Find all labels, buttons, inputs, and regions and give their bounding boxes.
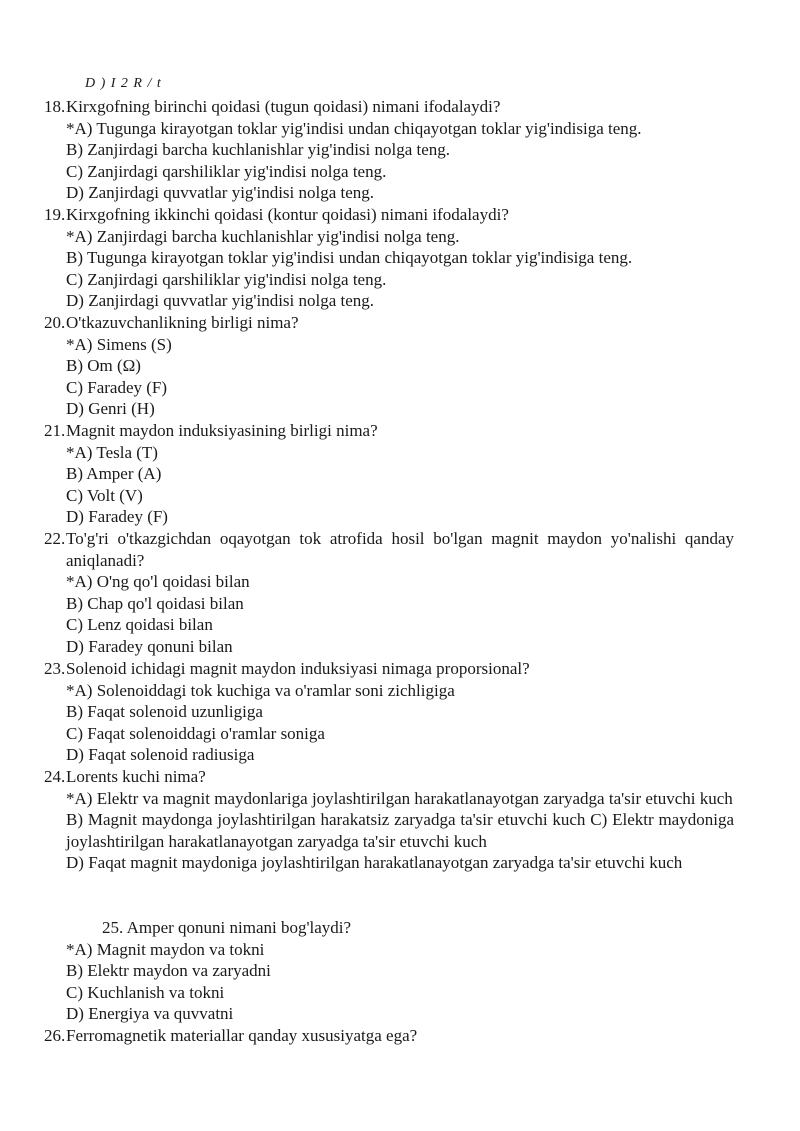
- question-19: [44, 204, 734, 312]
- answer-option: D) Faradey qonuni bilan: [66, 636, 233, 656]
- question-18: [44, 96, 734, 204]
- question-text: Amper qonuni nimani bog'laydi?: [126, 918, 352, 937]
- question-20: [44, 312, 734, 420]
- answer-option: D) Zanjirdagi quvvatlar yig'indisi nolga teng.: [66, 291, 375, 311]
- question-number: 18.: [44, 97, 66, 116]
- answer-option: C) Faradey (F): [66, 377, 168, 397]
- answer-option: D) Faradey (F): [66, 507, 168, 527]
- answer-option: B) Elektr maydon va zaryadni: [66, 961, 271, 981]
- question-number: 21.: [44, 421, 66, 440]
- options-list: [66, 788, 734, 874]
- options-list: [66, 442, 734, 528]
- question-26: [44, 1025, 734, 1047]
- answer-option: B) Zanjirdagi barcha kuchlanishlar yig'indisi nolga teng.: [66, 140, 451, 160]
- answer-option: D) Energiya va quvvatni: [66, 1004, 234, 1024]
- question-number: 20.: [44, 313, 66, 332]
- question-heading: [44, 917, 734, 939]
- answer-option: D) Zanjirdagi quvvatlar yig'indisi nolga teng.: [66, 183, 375, 203]
- answer-option: *A) Magnit maydon va tokni: [66, 939, 265, 959]
- answer-option: C) Volt (V): [66, 485, 143, 505]
- question-number: 26.: [44, 1026, 66, 1045]
- answer-option: B) Amper (A): [66, 464, 162, 484]
- question-number: 24.: [44, 767, 66, 786]
- options-list: [66, 334, 734, 420]
- answer-option: *A) Simens (S): [66, 334, 172, 354]
- question-23: [44, 658, 734, 766]
- question-text: O'tkazuvchanlikning birligi nima?: [66, 313, 299, 332]
- answer-option: B) Tugunga kirayotgan toklar yig'indisi undan chiqayotgan toklar yig'indisiga teng.: [66, 248, 633, 268]
- answer-option: C) Faqat solenoiddagi o'ramlar soniga: [66, 723, 325, 743]
- question-text: Solenoid ichidagi magnit maydon induksiyasi nimaga proporsional?: [66, 659, 530, 678]
- answer-option: B) Faqat solenoid uzunligiga: [66, 702, 263, 722]
- answer-option: D) Faqat solenoid radiusiga: [66, 745, 255, 765]
- question-24: [44, 766, 734, 874]
- question-number: 23.: [44, 659, 66, 678]
- options-list: [66, 226, 734, 312]
- answer-option: C) Zanjirdagi qarshiliklar yig'indisi nolga teng.: [66, 161, 387, 181]
- options-list: [66, 118, 734, 204]
- answer-option: *A) Zanjirdagi barcha kuchlanishlar yig'indisi nolga teng.: [66, 226, 460, 246]
- question-text: Lorents kuchi nima?: [66, 767, 206, 786]
- answer-option: C) Kuchlanish va tokni: [66, 982, 225, 1002]
- question-number: 19.: [44, 205, 66, 224]
- answer-option: *A) Solenoiddagi tok kuchiga va o'ramlar soni zichligiga: [66, 680, 455, 700]
- options-list: [66, 571, 734, 657]
- formula-fragment: D ) I 2 R / t: [85, 76, 162, 91]
- answer-option: D) Genri (H): [66, 399, 155, 419]
- answer-option: C) Lenz qoidasi bilan: [66, 615, 213, 635]
- question-text: To'g'ri o'tkazgichdan oqayotgan tok atrofida hosil bo'lgan magnit maydon yo'nalishi qanday aniqlanadi?: [66, 529, 734, 570]
- answer-option: B) Magnit maydonga joylashtirilgan harakatsiz zaryadga ta'sir etuvchi kuch C) Elektr maydoniga joylashtirilgan harakatlanayotgan zaryadga ta'sir etuvchi kuch: [66, 810, 734, 851]
- answer-option: D) Faqat magnit maydoniga joylashtirilgan harakatlanayotgan zaryadga ta'sir etuvchi kuch: [66, 853, 683, 873]
- answer-option: *A) Tugunga kirayotgan toklar yig'indisi undan chiqayotgan toklar yig'indisiga teng.: [66, 118, 642, 138]
- answer-option: B) Om (Ω): [66, 356, 141, 376]
- options-list: [66, 939, 734, 1025]
- question-text: Kirxgofning birinchi qoidasi (tugun qoidasi) nimani ifodalaydi?: [66, 97, 501, 116]
- question-22: [44, 528, 734, 658]
- question-text: Ferromagnetik materiallar qanday xususiyatga ega?: [66, 1026, 418, 1045]
- answer-option: B) Chap qo'l qoidasi bilan: [66, 593, 244, 613]
- options-list: [66, 680, 734, 766]
- answer-option: C) Zanjirdagi qarshiliklar yig'indisi nolga teng.: [66, 269, 387, 289]
- answer-option: *A) Elektr va magnit maydonlariga joylashtirilgan harakatlanayotgan zaryadga ta'sir etuvchi kuch: [66, 788, 733, 808]
- question-number: 25.: [102, 918, 124, 937]
- question-text: Magnit maydon induksiyasining birligi nima?: [66, 421, 378, 440]
- answer-option: *A) Tesla (T): [66, 442, 158, 462]
- question-21: [44, 420, 734, 528]
- answer-option: *A) O'ng qo'l qoidasi bilan: [66, 572, 250, 592]
- question-text: Kirxgofning ikkinchi qoidasi (kontur qoidasi) nimani ifodalaydi?: [66, 205, 509, 224]
- question-number: 22.: [44, 529, 66, 548]
- question-25: [44, 917, 734, 1025]
